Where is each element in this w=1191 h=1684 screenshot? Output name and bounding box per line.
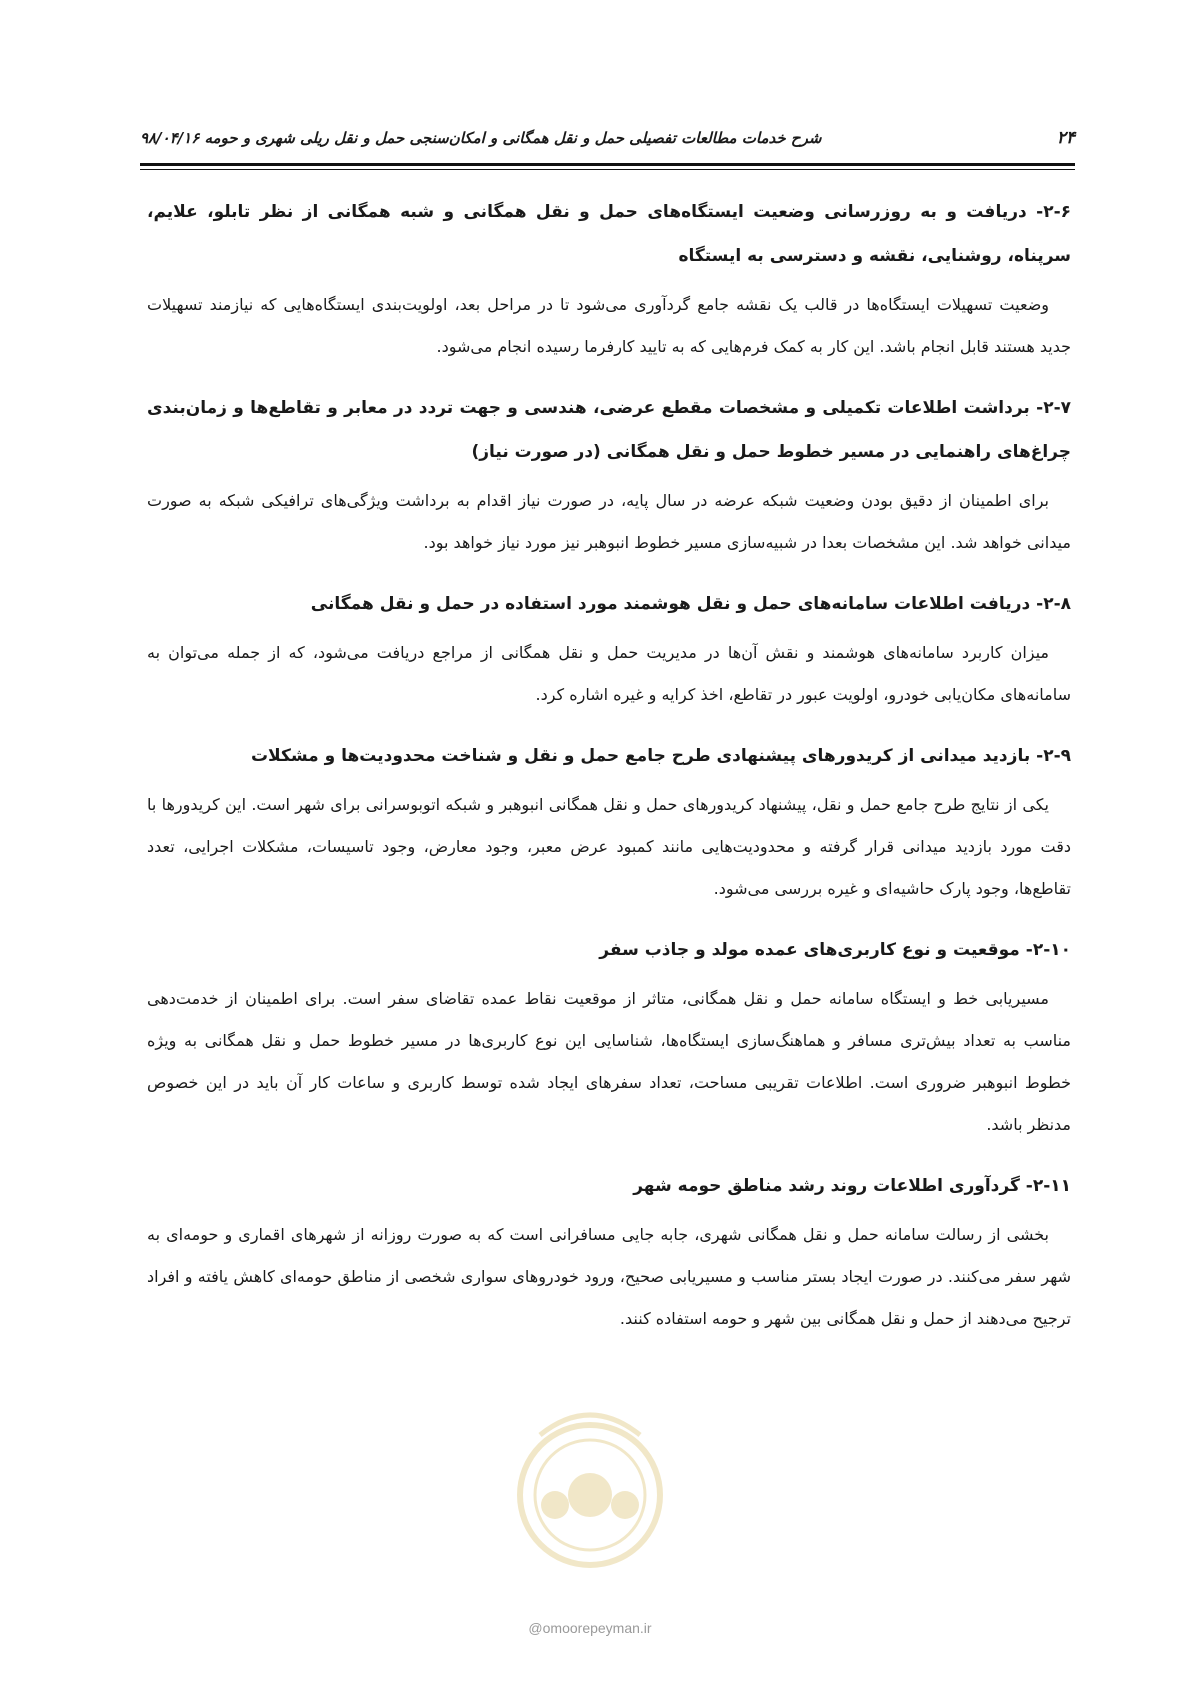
watermark-caption: @omoorepeyman.ir [528, 1620, 652, 1636]
section-heading: ۲-۶- دریافت و به روزرسانی وضعیت ایستگاه‌های حمل و نقل همگانی و شبه همگانی از نظر تابلو، علایم، سرپناه، روشنایی، نقشه و دسترسی به ایستگاه [147, 202, 1071, 266]
section-body: وضعیت تسهیلات ایستگاه‌ها در قالب یک نقشه جامع گردآوری می‌شود تا در مراحل بعد، اولویت‌بندی ایستگاه‌هایی که نیازمند تسهیلات جدید هستند قابل انجام باشد. این کار به کمک فرم‌هایی که به تایید کارفرما رسیده انجام می‌شود. [147, 295, 1071, 356]
page-number: ۲۴ [1056, 128, 1075, 148]
section-body: مسیریابی خط و ایستگاه سامانه حمل و نقل همگانی، متاثر از موقعیت نقاط عمده تقاضای سفر است. برای اطمینان از خدمت‌دهی مناسب به تعداد بیش‌تری مسافر و هماهنگ‌سازی ایستگاه‌ها، شناسایی این نوع کاربری‌ها در مسیر خطوط حمل و نقل همگانی به ویژه خطوط انبوهبر ضروری است. اطلاعات تقریبی مساحت، تعداد سفرهای ایجاد شده توسط کاربری و ساعات کار آن باید در این خصوص مدنظر باشد. [147, 989, 1071, 1134]
header-rule [140, 163, 1075, 166]
section-heading: ۲-۷- برداشت اطلاعات تکمیلی و مشخصات مقطع عرضی، هندسی و جهت تردد در معابر و تقاطع‌ها و زمان‌بندی چراغ‌های راهنمایی در مسیر خطوط حمل و نقل همگانی (در صورت نیاز) [147, 398, 1071, 462]
section-body: یکی از نتایج طرح جامع حمل و نقل، پیشنهاد کریدورهای حمل و نقل همگانی انبوهبر و شبکه اتوبوسرانی برای شهر است. این کریدورها با دقت مورد بازدید میدانی قرار گرفته و محدودیت‌هایی مانند کمبود عرض معبر، وجود معارض، وجود تاسیسات، مشکلات اجرایی، تعدد تقاطع‌ها، وجود پارک حاشیه‌ای و غیره بررسی می‌شود. [147, 795, 1071, 898]
section-heading: ۲-۸- دریافت اطلاعات سامانه‌های حمل و نقل هوشمند مورد استفاده در حمل و نقل همگانی [310, 594, 1071, 614]
header-title: شرح خدمات مطالعات تفصیلی حمل و نقل همگانی و امکان‌سنجی حمل و نقل ریلی شهری و حومه ۹۸/۰۴/۱۶ [140, 129, 822, 147]
page-content [147, 190, 1071, 1358]
watermark-logo-icon [500, 1395, 680, 1575]
header-rule-thin [140, 169, 1075, 170]
section-body: بخشی از رسالت سامانه حمل و نقل همگانی شهری، جابه جایی مسافرانی است که به صورت روزانه از شهرهای اقماری و حومه‌ای به شهر سفر می‌کنند. در صورت ایجاد بستر مناسب و مسیریابی صحیح، ورود خودروهای سواری شخصی از مناطق حومه‌ای کاهش یافته و افراد ترجیح می‌دهند از حمل و نقل همگانی بین شهر و حومه استفاده کنند. [147, 1225, 1071, 1328]
section-heading: ۲-۹- بازدید میدانی از کریدورهای پیشنهادی طرح جامع حمل و نقل و شناخت محدودیت‌ها و مشکلات [250, 746, 1071, 766]
section-body: میزان کاربرد سامانه‌های هوشمند و نقش آن‌ها در مدیریت حمل و نقل همگانی از مراجع دریافت می‌شود، که از جمله می‌توان به سامانه‌های مکان‌یابی خودرو، اولویت عبور در تقاطع، اخذ کرایه و غیره اشاره کرد. [147, 643, 1071, 704]
page-header [140, 122, 1075, 154]
section-heading: ۲-۱۰- موقعیت و نوع کاربری‌های عمده مولد و جاذب سفر [599, 940, 1071, 960]
section-heading: ۲-۱۱- گردآوری اطلاعات روند رشد مناطق حومه شهر [633, 1176, 1071, 1196]
section-body: برای اطمینان از دقیق بودن وضعیت شبکه عرضه در سال پایه، در صورت نیاز اقدام به برداشت ویژگی‌های ترافیکی شبکه به صورت میدانی خواهد شد. این مشخصات بعدا در شبیه‌سازی مسیر خطوط انبوهبر نیز مورد نیاز خواهد بود. [147, 491, 1071, 552]
